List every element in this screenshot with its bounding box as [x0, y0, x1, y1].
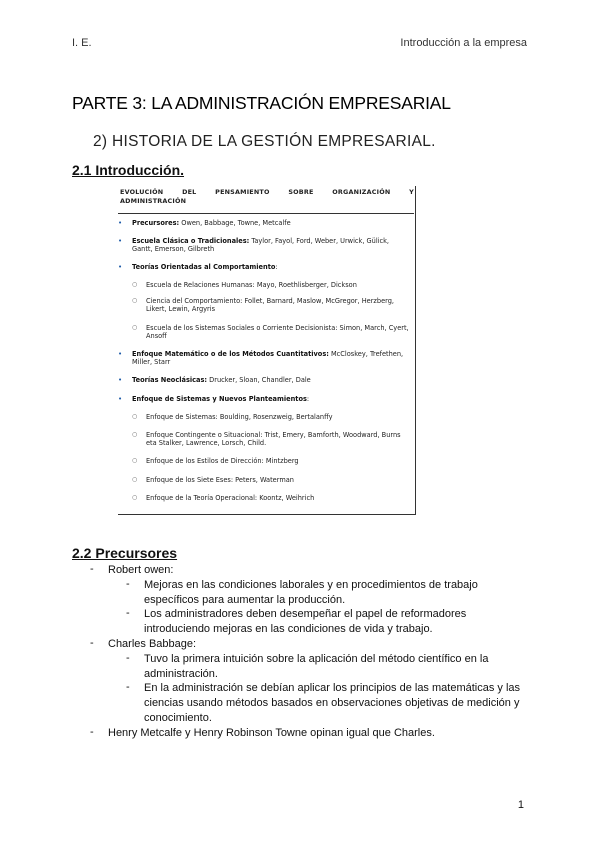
figure-item: • Teorías Neoclásicas: Drucker, Sloan, Chandler, Dale	[118, 376, 311, 384]
figure-subitem: ○ Enfoque de Sistemas: Boulding, Rosenzweig, Bertalanffy	[132, 413, 333, 421]
dash-marker: -	[126, 652, 130, 664]
bullet-icon: •	[118, 263, 123, 271]
dash-marker: -	[90, 637, 94, 649]
list-item: administración.	[144, 668, 218, 680]
subsection-precursores: 2.2 Precursores	[72, 545, 178, 561]
list-item: ciencias usando métodos basados en observaciones objetivas de medición y	[144, 697, 520, 709]
figure-item: • Teorías Orientadas al Comportamiento:	[118, 263, 278, 271]
figure-item: • Enfoque Matemático o de los Métodos Cuantitativos: McCloskey, Trefethen, Miller, Starr	[118, 350, 404, 366]
circle-bullet-icon: ○	[132, 457, 138, 464]
header-right: Introducción a la empresa	[400, 37, 527, 49]
figure-divider	[118, 213, 414, 214]
list-item: Mejoras en las condiciones laborales y en procedimientos de trabajo	[144, 579, 478, 591]
circle-bullet-icon: ○	[132, 297, 138, 304]
evolution-figure	[118, 186, 416, 515]
list-item: Robert owen:	[108, 564, 174, 576]
figure-subitem: ○ Enfoque de los Siete Eses: Peters, Waterman	[132, 476, 294, 484]
list-item: introduciendo mejoras en las condiciones de vida y trabajo.	[144, 623, 433, 635]
bullet-icon: •	[118, 395, 123, 403]
circle-bullet-icon: ○	[132, 476, 138, 483]
section-title: 2) HISTORIA DE LA GESTIÓN EMPRESARIAL.	[93, 133, 436, 150]
dash-marker: -	[126, 607, 130, 619]
subsection-introduccion: 2.1 Introducción.	[72, 162, 185, 178]
figure-title: EVOLUCIÓN DEL PENSAMIENTO SOBRE ORGANIZACIÓN Y ADMINISTRACIÓN	[120, 188, 414, 205]
bullet-icon: •	[118, 350, 123, 358]
dash-marker: -	[126, 681, 130, 693]
list-item: Tuvo la primera intuición sobre la aplicación del método científico en la	[144, 653, 489, 665]
dash-marker: -	[126, 578, 130, 590]
circle-bullet-icon: ○	[132, 281, 138, 288]
figure-subitem: ○ Enfoque Contingente o Situacional: Trist, Emery, Bamforth, Woodward, Burns eta Stalker, Lawrence, Lorsch, Child.	[132, 431, 401, 447]
bullet-icon: •	[118, 376, 123, 384]
list-item: Henry Metcalfe y Henry Robinson Towne opinan igual que Charles.	[108, 727, 435, 739]
list-item: Charles Babbage:	[108, 638, 197, 650]
dash-marker: -	[90, 726, 94, 738]
figure-item: • Escuela Clásica o Tradicionales: Taylor, Fayol, Ford, Weber, Urwick, Gülick, Gantt, Emerson, Gilbreth	[118, 237, 390, 253]
circle-bullet-icon: ○	[132, 413, 138, 420]
bullet-icon: •	[118, 237, 123, 245]
circle-bullet-icon: ○	[132, 494, 138, 501]
dash-marker: -	[90, 563, 94, 575]
list-item: En la administración se debían aplicar los principios de las matemáticas y las	[144, 682, 521, 694]
part-title: PARTE 3: LA ADMINISTRACIÓN EMPRESARIAL	[72, 93, 451, 113]
list-item: Los administradores deben desempeñar el papel de reformadores	[144, 608, 467, 620]
bullet-icon: •	[118, 219, 123, 227]
figure-subitem: ○ Ciencia del Comportamiento: Follet, Barnard, Maslow, McGregor, Herzberg, Likert, Lewin, Argyris	[132, 297, 395, 313]
page-number: 1	[517, 799, 524, 811]
figure-subitem: ○ Escuela de Relaciones Humanas: Mayo, Roethlisberger, Dickson	[132, 281, 357, 289]
list-item: específicos para aumentar la producción.	[144, 594, 346, 606]
figure-subitem: ○ Escuela de los Sistemas Sociales o Corriente Decisionista: Simon, March, Cyert, Ansoff	[132, 324, 409, 340]
figure-subitem: ○ Enfoque de los Estilos de Dirección: Mintzberg	[132, 457, 299, 465]
circle-bullet-icon: ○	[132, 431, 138, 438]
header-left: I. E.	[72, 37, 92, 49]
figure-subitem: ○ Enfoque de la Teoría Operacional: Koontz, Weihrich	[132, 494, 315, 502]
circle-bullet-icon: ○	[132, 324, 138, 331]
figure-item: • Enfoque de Sistemas y Nuevos Planteamientos:	[118, 395, 310, 403]
list-item: conocimiento.	[144, 712, 212, 724]
figure-item: • Precursores: Owen, Babbage, Towne, Metcalfe	[118, 219, 291, 227]
